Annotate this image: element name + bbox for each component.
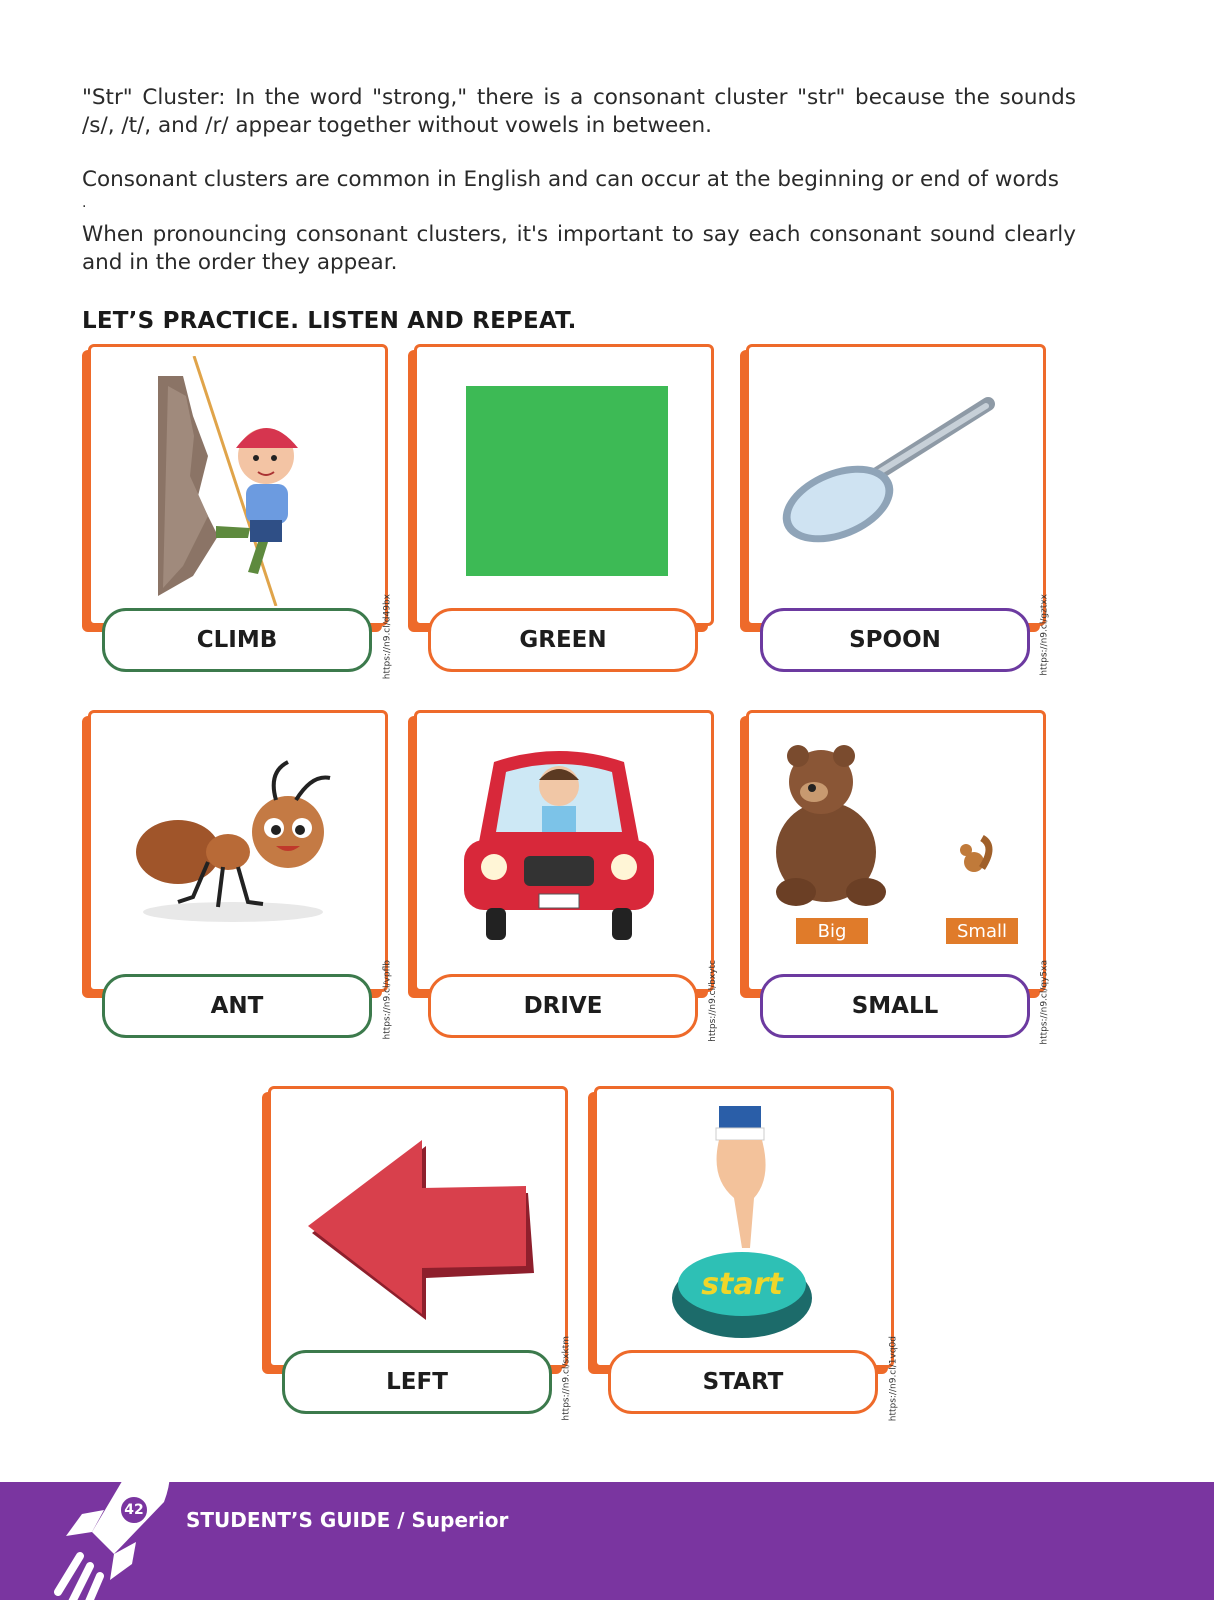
hand-pressing-start-button-image	[604, 1098, 874, 1348]
intro-paragraph-str-cluster: "Str" Cluster: In the word "strong," there is a consonant cluster "str" because the sounds /s/, /t/, and /r/ appear together without vowels in between.	[82, 85, 1076, 138]
footer-title: STUDENT’S GUIDE / Superior	[186, 1508, 509, 1532]
intro-paragraph-pronouncing: When pronouncing consonant clusters, it's important to say each consonant sound clearly and in the order they appear.	[82, 222, 1076, 275]
image-source-url[interactable]: https://n9.cl/1vq0d	[888, 1336, 898, 1422]
image-source-url[interactable]: https://n9.cl/bxytc	[708, 960, 718, 1042]
word-label-drive: DRIVE	[428, 974, 698, 1038]
word-label-left: LEFT	[282, 1350, 552, 1414]
word-label-start: START	[608, 1350, 878, 1414]
card-start	[588, 1086, 900, 1431]
image-source-url[interactable]: https://n9.cl/gztxx	[1040, 594, 1050, 676]
page-footer	[0, 1482, 1214, 1600]
big-tag: Big	[817, 921, 847, 942]
red-arrow-left-image	[278, 1098, 548, 1348]
green-square-image	[424, 356, 694, 606]
section-heading: LET’S PRACTICE. LISTEN AND REPEAT.	[82, 308, 577, 334]
word-label-green: GREEN	[428, 608, 698, 672]
card-small	[740, 710, 1052, 1055]
word-label-small: SMALL	[760, 974, 1030, 1038]
cartoon-ant-image	[98, 722, 368, 972]
small-tag: Small	[957, 921, 1007, 942]
card-drive	[408, 710, 720, 1055]
card-spoon	[740, 344, 1052, 689]
boy-climbing-rock-image	[98, 356, 368, 606]
intro-paragraph-common: Consonant clusters are common in English and can occur at the beginning or end of words	[82, 167, 1059, 192]
word-label-spoon: SPOON	[760, 608, 1030, 672]
spoon-image	[756, 356, 1026, 606]
image-source-url[interactable]: https://n9.cl/vpflb	[382, 960, 392, 1040]
big-bear-small-squirrel-image	[756, 722, 1026, 972]
stray-period: .	[82, 195, 87, 211]
card-green	[408, 344, 720, 689]
card-left	[262, 1086, 574, 1431]
boy-driving-red-car-image	[424, 722, 694, 972]
rocket-icon	[52, 1444, 182, 1604]
page-number-badge: 42	[118, 1494, 150, 1526]
word-label-climb: CLIMB	[102, 608, 372, 672]
word-label-ant: ANT	[102, 974, 372, 1038]
card-climb	[82, 344, 394, 689]
card-ant	[82, 710, 394, 1055]
image-source-url[interactable]: https://n9.cl/sxktm	[562, 1336, 572, 1421]
start-button-text: start	[701, 1267, 783, 1302]
image-source-url[interactable]: https://n9.cl/qy5xa	[1040, 960, 1050, 1045]
image-source-url[interactable]: https://n9.cl/d49bx	[382, 594, 392, 680]
